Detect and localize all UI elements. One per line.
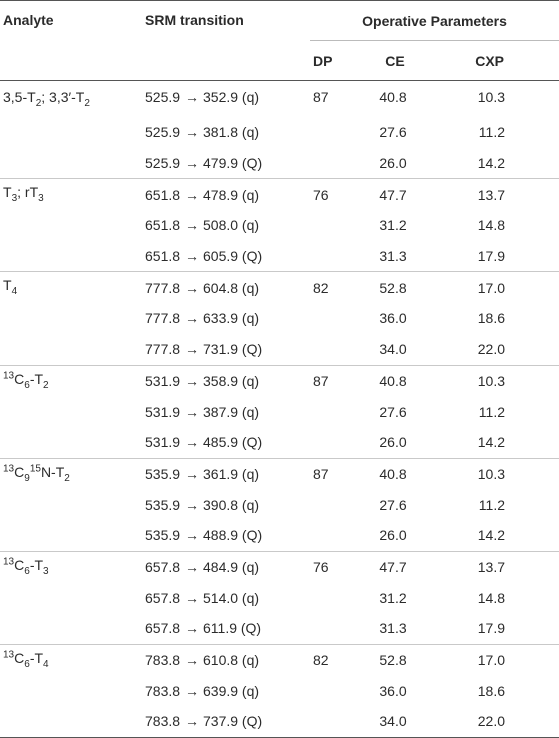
cxp-cell: 22.0	[477, 341, 506, 358]
cxp-cell: 13.7	[436, 179, 559, 210]
analyte-isotope-sup: 13	[3, 649, 15, 661]
product-mz: 633.9 (q)	[203, 310, 260, 327]
header-analyte: Analyte	[0, 1, 142, 81]
analyte-cell	[0, 365, 142, 396]
product-mz: 611.9 (Q)	[203, 620, 262, 637]
precursor-mz: 525.9	[145, 155, 181, 172]
dp-cell	[310, 613, 354, 644]
dp-cell	[310, 334, 354, 365]
analyte-name: T	[3, 184, 12, 201]
ce-cell: 31.3	[379, 620, 407, 637]
header-dp: DP	[310, 41, 354, 81]
dp-cell: 82	[310, 644, 354, 675]
ce-cell: 26.0	[379, 527, 407, 544]
srm-transition-cell	[142, 117, 310, 148]
cxp-cell: 14.2	[477, 527, 506, 544]
product-mz: 478.9 (q)	[203, 186, 260, 203]
arrow-icon: →	[185, 403, 199, 420]
dp-cell	[310, 396, 354, 427]
cxp-cell: 17.0	[436, 644, 559, 675]
analyte-cell	[0, 396, 142, 427]
analyte-cell	[0, 613, 142, 644]
ce-cell: 47.7	[354, 551, 436, 582]
analyte-name: 3,5-T	[3, 89, 36, 105]
product-mz: 514.0 (q)	[203, 589, 260, 606]
arrow-icon: →	[185, 465, 199, 482]
dp-cell	[310, 210, 354, 241]
analyte-sub: 2	[84, 97, 90, 109]
srm-transition-cell	[142, 520, 310, 551]
product-mz: 731.9 (Q)	[203, 341, 263, 358]
table-body	[0, 81, 559, 738]
cxp-cell: 11.2	[478, 496, 506, 513]
dp-cell	[310, 117, 354, 148]
header-cxp: CXP	[436, 41, 559, 81]
srm-transition-cell	[142, 210, 310, 241]
precursor-mz: 657.8	[145, 620, 181, 637]
analyte-name: N-T	[40, 463, 65, 480]
analyte-cell	[0, 334, 142, 365]
srm-transition-cell	[142, 427, 310, 458]
analyte-cell	[0, 644, 142, 675]
precursor-mz: 777.8	[145, 341, 181, 358]
precursor-mz: 525.9	[145, 124, 181, 141]
srm-transition-cell	[142, 81, 310, 118]
header-row-top	[0, 1, 559, 41]
srm-transition-cell	[142, 675, 310, 706]
table-row	[0, 706, 559, 737]
analyte-cell	[0, 272, 142, 303]
dp-cell	[310, 520, 354, 551]
analyte-sub: 2	[35, 97, 42, 109]
analyte-isotope-sup: 13	[3, 555, 15, 567]
precursor-mz: 651.8	[145, 186, 181, 203]
analyte-isotope-sup: 15	[29, 462, 41, 474]
table-row	[0, 675, 559, 706]
table-row	[0, 241, 559, 272]
arrow-icon: →	[185, 620, 199, 637]
srm-transition-cell	[142, 334, 310, 365]
analyte-sub: 3	[38, 193, 44, 205]
cxp-cell: 17.9	[477, 620, 506, 637]
analyte-cell	[0, 81, 142, 118]
dp-cell: 87	[310, 458, 354, 489]
arrow-icon: →	[185, 341, 199, 358]
arrow-icon: →	[185, 558, 199, 575]
cxp-cell: 10.3	[436, 458, 559, 489]
arrow-icon: →	[185, 527, 199, 544]
cxp-cell: 14.2	[477, 155, 506, 172]
analyte-sub: 6	[24, 658, 30, 670]
analyte-name: ; rT	[17, 184, 39, 201]
dp-cell	[310, 427, 354, 458]
ce-cell: 47.7	[354, 179, 436, 210]
cxp-cell: 10.3	[436, 365, 559, 396]
product-mz: 361.9 (q)	[203, 465, 260, 482]
precursor-mz: 525.9	[145, 89, 181, 105]
dp-cell	[310, 582, 354, 613]
ce-cell: 52.8	[354, 272, 436, 303]
product-mz: 610.8 (q)	[203, 652, 260, 669]
analyte-cell	[0, 520, 142, 551]
arrow-icon: →	[185, 682, 199, 699]
arrow-icon: →	[185, 589, 199, 606]
dp-cell: 76	[310, 551, 354, 582]
arrow-icon: →	[185, 155, 199, 172]
table-row	[0, 582, 559, 613]
table-row	[0, 551, 559, 582]
table-row	[0, 210, 559, 241]
dp-cell	[310, 303, 354, 334]
table-row	[0, 179, 559, 210]
ce-cell: 27.6	[379, 124, 407, 141]
table-row	[0, 334, 559, 365]
table-row	[0, 427, 559, 458]
analyte-isotope-sup: 13	[3, 462, 15, 474]
dp-cell	[310, 241, 354, 272]
srm-transition-cell	[142, 365, 310, 396]
analyte-cell	[0, 241, 142, 272]
product-mz: 604.8 (q)	[203, 279, 260, 296]
srm-transition-cell	[142, 396, 310, 427]
cxp-cell: 14.8	[477, 217, 506, 234]
srm-transition-cell	[142, 551, 310, 582]
ce-cell: 36.0	[379, 310, 407, 327]
product-mz: 390.8 (q)	[203, 496, 260, 513]
precursor-mz: 783.8	[145, 682, 181, 699]
header-operative-parameters: Operative Parameters	[310, 1, 559, 41]
precursor-mz: 777.8	[145, 279, 181, 296]
analyte-sub: 4	[11, 286, 18, 298]
ce-cell: 27.6	[379, 403, 407, 420]
cxp-cell: 11.2	[478, 403, 506, 420]
cxp-cell: 18.6	[477, 682, 506, 699]
table-row	[0, 644, 559, 675]
product-mz: 358.9 (q)	[203, 372, 260, 389]
analyte-sub: 2	[64, 472, 70, 484]
ce-cell: 52.8	[354, 644, 436, 675]
arrow-icon: →	[185, 652, 199, 669]
product-mz: 605.9 (Q)	[203, 248, 263, 265]
cxp-cell: 17.0	[436, 272, 559, 303]
precursor-mz: 777.8	[145, 310, 181, 327]
analyte-cell	[0, 706, 142, 737]
product-mz: 488.9 (Q)	[203, 527, 263, 544]
ce-cell: 34.0	[354, 706, 436, 737]
analyte-cell	[0, 427, 142, 458]
precursor-mz: 657.8	[145, 558, 181, 575]
precursor-mz: 535.9	[145, 465, 181, 482]
precursor-mz: 783.8	[145, 652, 181, 669]
arrow-icon: →	[185, 496, 199, 513]
precursor-mz: 531.9	[145, 372, 181, 389]
precursor-mz: 531.9	[145, 434, 181, 451]
ce-cell: 40.8	[379, 89, 407, 105]
product-mz: 639.9 (q)	[203, 682, 260, 699]
table-row	[0, 365, 559, 396]
arrow-icon: →	[185, 279, 199, 296]
precursor-mz: 657.8	[145, 589, 181, 606]
analyte-cell	[0, 551, 142, 582]
analyte-name: C	[14, 556, 25, 573]
product-mz: 484.9 (q)	[203, 558, 260, 575]
dp-cell: 87	[313, 89, 329, 105]
srm-transition-cell	[142, 644, 310, 675]
analyte-sub: 2	[43, 379, 49, 391]
analyte-cell	[0, 303, 142, 334]
arrow-icon: →	[185, 713, 199, 730]
analyte-name: C	[14, 370, 25, 387]
srm-transition-cell	[142, 148, 310, 179]
cxp-cell: 14.2	[477, 434, 506, 451]
table-row	[0, 303, 559, 334]
cxp-cell: 14.8	[477, 589, 506, 606]
precursor-mz: 535.9	[145, 496, 181, 513]
dp-cell	[310, 489, 354, 520]
srm-transition-cell	[142, 489, 310, 520]
srm-transition-cell	[142, 613, 310, 644]
arrow-icon: →	[185, 248, 199, 265]
analyte-cell	[0, 458, 142, 489]
dp-cell	[310, 706, 354, 737]
srm-transition-cell	[142, 241, 310, 272]
table-row	[0, 272, 559, 303]
srm-transition-cell	[142, 179, 310, 210]
arrow-icon: →	[185, 186, 199, 203]
table-row	[0, 489, 559, 520]
ce-cell: 26.0	[379, 155, 407, 172]
product-mz: 381.8 (q)	[203, 124, 260, 141]
cxp-cell: 11.2	[478, 124, 506, 141]
analyte-name: -T	[29, 556, 44, 573]
cxp-cell: 13.7	[436, 551, 559, 582]
cxp-cell: 10.3	[477, 89, 506, 105]
table-row	[0, 81, 559, 118]
analyte-name: -T	[29, 370, 44, 387]
srm-transition-cell	[142, 272, 310, 303]
srm-transition-cell	[142, 458, 310, 489]
srm-transition-cell	[142, 582, 310, 613]
analyte-cell	[0, 582, 142, 613]
header-srm-transition: SRM transition	[142, 1, 310, 81]
analyte-sub: 6	[24, 565, 30, 577]
analyte-isotope-sup: 13	[3, 369, 15, 381]
ce-cell: 31.2	[379, 217, 407, 234]
dp-cell	[310, 148, 354, 179]
product-mz: 737.9 (Q)	[203, 713, 263, 730]
arrow-icon: →	[185, 310, 199, 327]
analyte-cell	[0, 117, 142, 148]
analyte-name: ; 3,3′-T	[41, 89, 85, 105]
product-mz: 387.9 (q)	[203, 403, 260, 420]
dp-cell: 82	[310, 272, 354, 303]
ce-cell: 40.8	[354, 458, 436, 489]
table-row	[0, 117, 559, 148]
analyte-name: T	[3, 277, 12, 294]
product-mz: 479.9 (Q)	[203, 155, 263, 172]
precursor-mz: 535.9	[145, 527, 181, 544]
analyte-sub: 4	[43, 658, 49, 670]
table-row	[0, 396, 559, 427]
srm-transition-cell	[142, 303, 310, 334]
precursor-mz: 783.8	[145, 713, 181, 730]
analyte-name: -T	[29, 649, 44, 666]
dp-cell: 76	[310, 179, 354, 210]
analyte-sub: 3	[43, 565, 49, 577]
analyte-cell	[0, 179, 142, 210]
ce-cell: 31.3	[379, 248, 407, 265]
ce-cell: 27.6	[379, 496, 407, 513]
product-mz: 485.9 (Q)	[203, 434, 263, 451]
analyte-name: C	[14, 649, 25, 666]
table-row	[0, 520, 559, 551]
arrow-icon: →	[185, 89, 199, 105]
cxp-cell: 22.0	[436, 706, 559, 737]
ce-cell: 40.8	[354, 365, 436, 396]
arrow-icon: →	[185, 217, 199, 234]
analyte-cell	[0, 148, 142, 179]
ce-cell: 31.2	[379, 589, 407, 606]
arrow-icon: →	[185, 124, 199, 141]
dp-cell: 87	[310, 365, 354, 396]
precursor-mz: 531.9	[145, 403, 181, 420]
ce-cell: 36.0	[379, 682, 407, 699]
analyte-sub: 3	[11, 193, 18, 205]
analyte-cell	[0, 675, 142, 706]
arrow-icon: →	[185, 434, 199, 451]
ce-cell: 34.0	[379, 341, 407, 358]
table-row	[0, 458, 559, 489]
cxp-cell: 18.6	[477, 310, 506, 327]
analyte-sub: 6	[24, 379, 30, 391]
product-mz: 352.9 (q)	[203, 89, 260, 105]
analyte-name: C	[14, 463, 25, 480]
analyte-cell	[0, 210, 142, 241]
analyte-cell	[0, 489, 142, 520]
table-row	[0, 613, 559, 644]
ce-cell: 26.0	[379, 434, 407, 451]
arrow-icon: →	[185, 372, 199, 389]
table-row	[0, 148, 559, 179]
precursor-mz: 651.8	[145, 217, 181, 234]
srm-transition-cell	[142, 706, 310, 737]
header-ce: CE	[354, 41, 436, 81]
analyte-sub: 9	[24, 472, 30, 484]
cxp-cell: 17.9	[477, 248, 506, 265]
dp-cell	[310, 675, 354, 706]
product-mz: 508.0 (q)	[203, 217, 260, 234]
precursor-mz: 651.8	[145, 248, 181, 265]
